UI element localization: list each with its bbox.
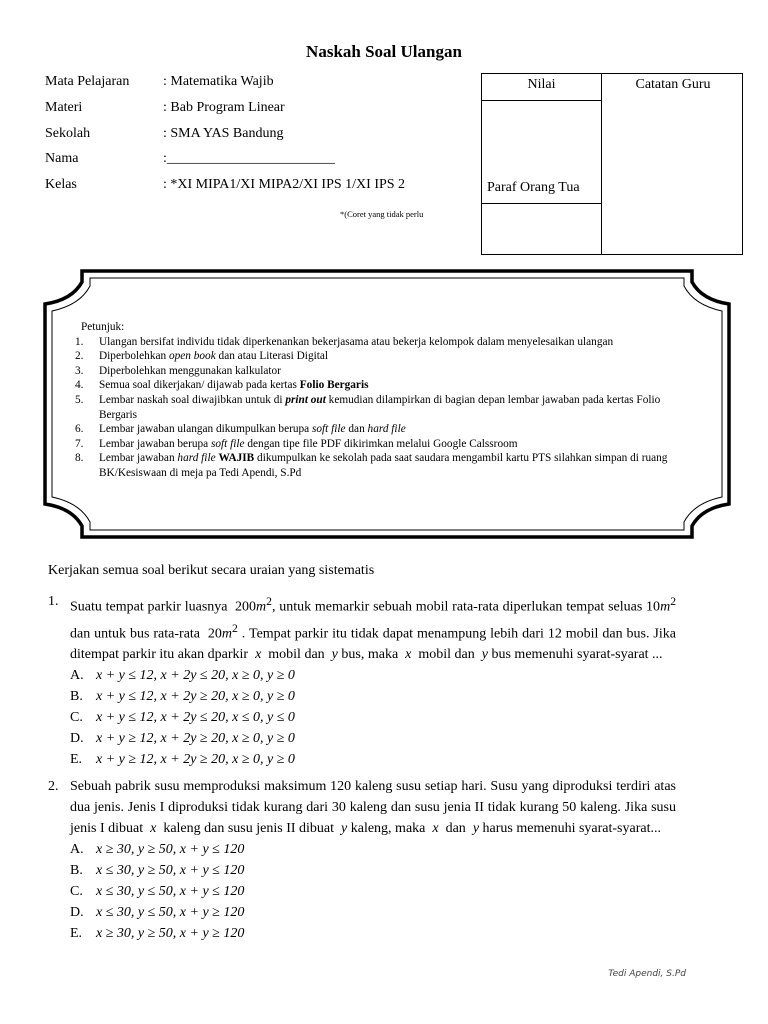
page-title: Naskah Soal Ulangan — [306, 42, 462, 61]
instruction-text: Folio Bergaris — [299, 379, 369, 392]
question-2 — [48, 776, 676, 944]
option-letter: A. — [70, 842, 84, 857]
info-value: : Matematika Wajib — [163, 74, 274, 89]
nilai-header: Nilai — [527, 77, 556, 92]
answer-option — [70, 749, 676, 770]
instruction-item — [75, 437, 678, 452]
instruction-number: 7. — [75, 437, 84, 450]
question-1 — [48, 591, 676, 770]
option-text: x ≤ 30, y ≥ 50, x + y ≤ 120 — [96, 863, 245, 878]
strike-note: *(Coret yang tidak perlu — [340, 209, 424, 219]
question-options — [48, 665, 676, 770]
info-label: Materi — [45, 100, 83, 115]
option-text: x + y ≤ 12, x + 2y ≤ 20, x ≤ 0, y ≤ 0 — [96, 710, 295, 726]
instruction-number: 6. — [75, 423, 84, 436]
option-text: x + y ≥ 12, x + 2y ≥ 20, x ≥ 0, y ≥ 0 — [96, 752, 295, 768]
instruction-text: Lembar naskah soal diwajibkan untuk di — [99, 393, 286, 406]
answer-option — [70, 707, 676, 728]
instruction-item — [75, 393, 678, 422]
instruction-text: Semua soal dikerjakan/ dijawab pada kertas — [99, 379, 300, 392]
instruction-text: soft file — [312, 423, 346, 436]
instruction-text: dengan tipe file PDF dikirimkan melalui Google Calssroom — [244, 437, 518, 450]
answer-option — [70, 728, 676, 749]
instruction-text: hard file — [367, 423, 406, 436]
instructions-heading: Petunjuk: — [81, 321, 125, 333]
info-value: : *XI MIPA1/XI MIPA2/XI IPS 1/XI IPS 2 — [163, 177, 406, 192]
option-text: x ≤ 30, y ≤ 50, x + y ≤ 120 — [96, 884, 245, 899]
instruction-number: 5. — [75, 393, 84, 406]
instruction-number: 2. — [75, 350, 84, 363]
info-value: : Bab Program Linear — [163, 100, 285, 115]
option-text: x ≤ 30, y ≤ 50, x + y ≥ 120 — [96, 905, 245, 920]
instruction-text: dikumpulkan ke sekolah pada saat saudara mengambil kartu PTS silahkan simpan di ruang BK/Kesiswaan di meja pa Tedi Apendi, S.Pd — [99, 452, 668, 479]
instruction-text: WAJIB — [218, 452, 255, 465]
option-letter: C. — [70, 884, 83, 899]
info-value: : SMA YAS Bandung — [163, 126, 284, 141]
instruction-number: 8. — [75, 452, 84, 465]
instruction-text: Diperbolehkan — [99, 350, 169, 363]
instruction-item — [75, 422, 678, 437]
grade-box — [481, 73, 743, 255]
answer-option — [70, 881, 676, 902]
option-letter: B. — [70, 863, 83, 878]
instruction-text: hard file — [177, 452, 216, 465]
question-text: Sebuah pabrik susu memproduksi maksimum 120 kaleng susu setiap hari. Susu yang diproduksi terdiri atas dua jenis. Jenis I diproduksi tidak kurang dari 30 kaleng dan susu jenia II tidak kurang 50 kaleng. Jika susu jenis I dibuat x kaleng dan susu jenis II dibuat y kaleng, maka x dan y harus memenuhi syarat-syarat... — [70, 779, 676, 836]
option-letter: D. — [70, 905, 84, 920]
option-letter: D. — [70, 731, 84, 747]
instruction-text: Ulangan bersifat individu tidak diperkenankan bekerjasama atau bekerja kelompok dalam menyelesaikan ulangan — [99, 335, 614, 348]
question-number: 1. — [48, 594, 59, 609]
answer-option — [70, 923, 676, 944]
option-letter: B. — [70, 689, 83, 705]
question-options — [48, 839, 676, 944]
info-value: :________________________ — [163, 151, 335, 166]
question-text: Suatu tempat parkir luasnya $200m^2$, untuk memarkir sebuah mobil rata-rata diperlukan tempat seluas $10m^2$ dan untuk bus rata-rata $20m^2$ . Tempat parkir itu tidak dapat menampung lebih dari 12 mobil dan bus. Jika ditempat parkir itu akan dparkir x mobil dan y bus, maka x mobil dan y bus memenuhi syarat-syarat ... — [70, 595, 677, 663]
catatan-guru-header: Catatan Guru — [635, 77, 711, 92]
instruction-item — [75, 349, 678, 364]
instruction-text: Diperbolehkan menggunakan kalkulator — [99, 364, 281, 377]
info-label: Mata Pelajaran — [45, 74, 130, 89]
instruction-text: dan atau Literasi Digital — [215, 350, 329, 363]
answer-option — [70, 686, 676, 707]
instruction-number: 3. — [75, 364, 84, 377]
instruction-text: Lembar jawaban ulangan dikumpulkan berupa — [99, 423, 312, 436]
instruction-item — [75, 451, 678, 480]
instruction-text: open book — [168, 350, 216, 363]
instruction-item — [75, 335, 678, 350]
instruction-text: soft file — [210, 437, 245, 450]
instruction-text: Lembar jawaban berupa — [99, 437, 211, 450]
paraf-orang-tua-label: Paraf Orang Tua — [487, 180, 580, 195]
instruction-text: print out — [285, 393, 326, 406]
answer-option — [70, 839, 676, 860]
answer-option — [70, 860, 676, 881]
questions-intro: Kerjakan semua soal berikut secara uraian yang sistematis — [48, 563, 375, 578]
instructions — [75, 320, 678, 481]
info-label: Nama — [45, 151, 79, 166]
info-label: Kelas — [45, 177, 77, 192]
footer-author: Tedi Apendi, S.Pd — [608, 969, 686, 979]
instruction-number: 4. — [75, 379, 84, 392]
instruction-item — [75, 378, 678, 393]
instructions-list — [75, 335, 678, 481]
info-label: Sekolah — [45, 126, 91, 141]
answer-option — [70, 665, 676, 686]
instruction-number: 1. — [75, 335, 84, 348]
instruction-item — [75, 364, 678, 379]
question-number: 2. — [48, 779, 59, 794]
option-letter: E. — [70, 926, 83, 941]
answer-option — [70, 902, 676, 923]
option-letter: C. — [70, 710, 83, 726]
instruction-text: dan — [345, 423, 368, 436]
option-letter: E. — [70, 752, 83, 768]
option-text: x + y ≥ 12, x + 2y ≥ 20, x ≥ 0, y ≥ 0 — [96, 731, 295, 747]
instruction-text: kemudian dilampirkan di bagian depan lembar jawaban pada kertas Folio Bergaris — [99, 393, 661, 421]
option-text: x + y ≤ 12, x + 2y ≥ 20, x ≥ 0, y ≥ 0 — [96, 689, 295, 705]
instruction-text: Lembar jawaban — [99, 452, 178, 465]
option-text: x ≥ 30, y ≥ 50, x + y ≤ 120 — [96, 842, 245, 857]
option-text: x + y ≤ 12, x + 2y ≤ 20, x ≥ 0, y ≥ 0 — [96, 668, 295, 684]
option-letter: A. — [70, 668, 84, 684]
option-text: x ≥ 30, y ≥ 50, x + y ≥ 120 — [96, 926, 245, 941]
